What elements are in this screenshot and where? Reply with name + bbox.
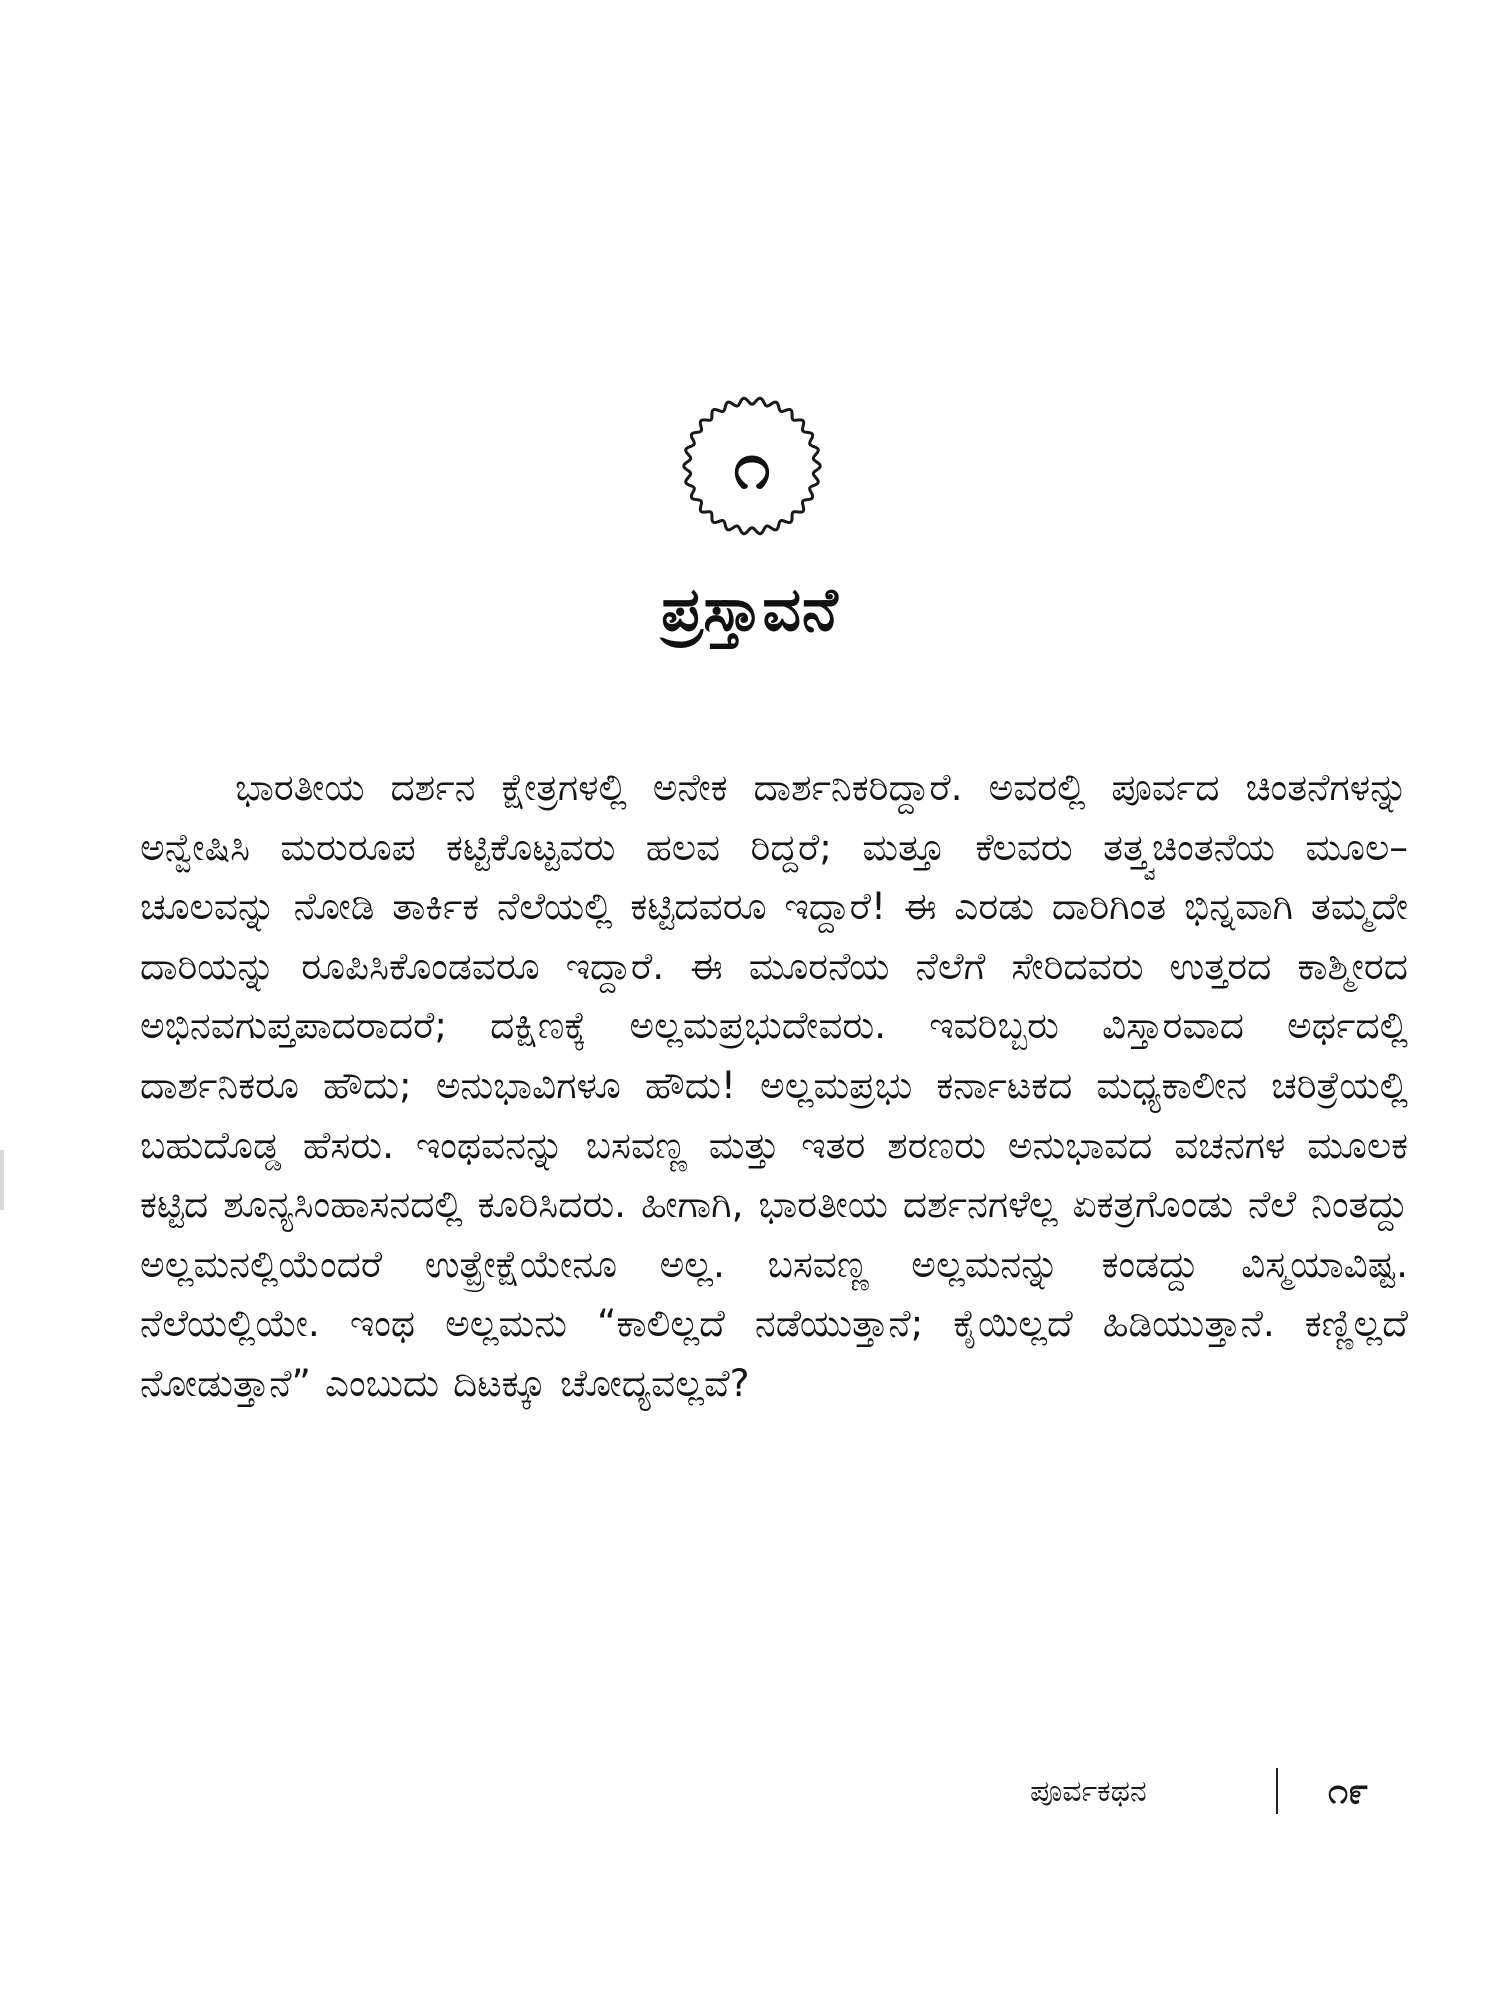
chapter-title: ಪ್ರಸ್ತಾವನೆ <box>661 575 839 645</box>
body-paragraph: ಭಾರತೀಯ ದರ್ಶನ ಕ್ಷೇತ್ರಗಳಲ್ಲಿ ಅನೇಕ ದಾರ್ಶನಿಕರಿದ್ದಾರೆ. ಅವರಲ್ಲಿ ಪೂರ್ವದ ಚಿಂತನೆಗಳನ್ನು ಅನ್ವೇಷಿಸಿ ಮರುರೂಪ ಕಟ್ಟಿಕೊಟ್ಟವರು ಹಲವ ರಿದ್ದರೆ; ಮತ್ತೂ ಕೆಲವರು ತತ್ತ್ವಚಿಂತನೆಯ ಮೂಲ–ಚೂಲವನ್ನು ನೋಡಿ ತಾರ್ಕಿಕ ನೆಲೆಯಲ್ಲಿ ಕಟ್ಟಿದವರೂ ಇದ್ದಾರೆ! ಈ ಎರಡು ದಾರಿಗಿಂತ ಭಿನ್ನವಾಗಿ ತಮ್ಮದೇ ದಾರಿಯನ್ನು ರೂಪಿಸಿಕೊಂಡವರೂ ಇದ್ದಾರೆ. ಈ ಮೂರನೆಯ ನೆಲೆಗೆ ಸೇರಿದವರು ಉತ್ತರದ ಕಾಶ್ಮೀರದ ಅಭಿನವಗುಪ್ತಪಾದರಾದರೆ; ದಕ್ಷಿಣಕ್ಕೆ ಅಲ್ಲಮಪ್ರಭುದೇವರು. ಇವರಿಬ್ಬರು ವಿಸ್ತಾರವಾದ ಅರ್ಥದಲ್ಲಿ ದಾರ್ಶನಿಕರೂ ಹೌದು; ಅನುಭಾವಿಗಳೂ ಹೌದು! ಅಲ್ಲಮಪ್ರಭು ಕರ್ನಾಟಕದ ಮಧ್ಯಕಾಲೀನ ಚರಿತ್ರೆಯಲ್ಲಿ ಬಹುದೊಡ್ಡ ಹೆಸರು. ಇಂಥವನನ್ನು ಬಸವಣ್ಣ ಮತ್ತು ಇತರ ಶರಣರು ಅನುಭಾವದ ವಚನಗಳ ಮೂಲಕ ಕಟ್ಟಿದ ಶೂನ್ಯಸಿಂಹಾಸನದಲ್ಲಿ ಕೂರಿಸಿದರು. ಹೀಗಾಗಿ, ಭಾರತೀಯ ದರ್ಶನಗಳೆಲ್ಲ ಏಕತ್ರಗೊಂಡು ನೆಲೆ ನಿಂತದ್ದು ಅಲ್ಲಮನಲ್ಲಿಯೆಂದರೆ ಉತ್ಪ್ರೇಕ್ಷೆಯೇನೂ ಅಲ್ಲ. ಬಸವಣ್ಣ ಅಲ್ಲಮನನ್ನು ಕಂಡದ್ದು ವಿಸ್ಮಯಾವಿಷ್ಟ. ನೆಲೆಯಲ್ಲಿಯೇ. ಇಂಥ ಅಲ್ಲಮನು “ಕಾಲಿಲ್ಲದೆ ನಡೆಯುತ್ತಾನೆ; ಕೈಯಿಲ್ಲದೆ ಹಿಡಿಯುತ್ತಾನೆ. ಕಣ್ಣಿಲ್ಲದೆ ನೋಡುತ್ತಾನೆ” ಎಂಬುದು ದಿಟಕ್ಕೂ ಚೋದ್ಯವಲ್ಲವೆ? <box>140 765 1408 1405</box>
footer-page-number: ೧೯ <box>1328 1771 1369 1812</box>
chapter-badge <box>676 390 828 542</box>
footer-divider <box>1276 1768 1278 1814</box>
chapter-number: ೧ <box>733 427 771 504</box>
footer-section-title: ಪೂರ್ವಕಥನ <box>1030 1774 1147 1809</box>
page-edge-shadow <box>0 1150 4 1210</box>
page-footer <box>1030 1766 1410 1818</box>
